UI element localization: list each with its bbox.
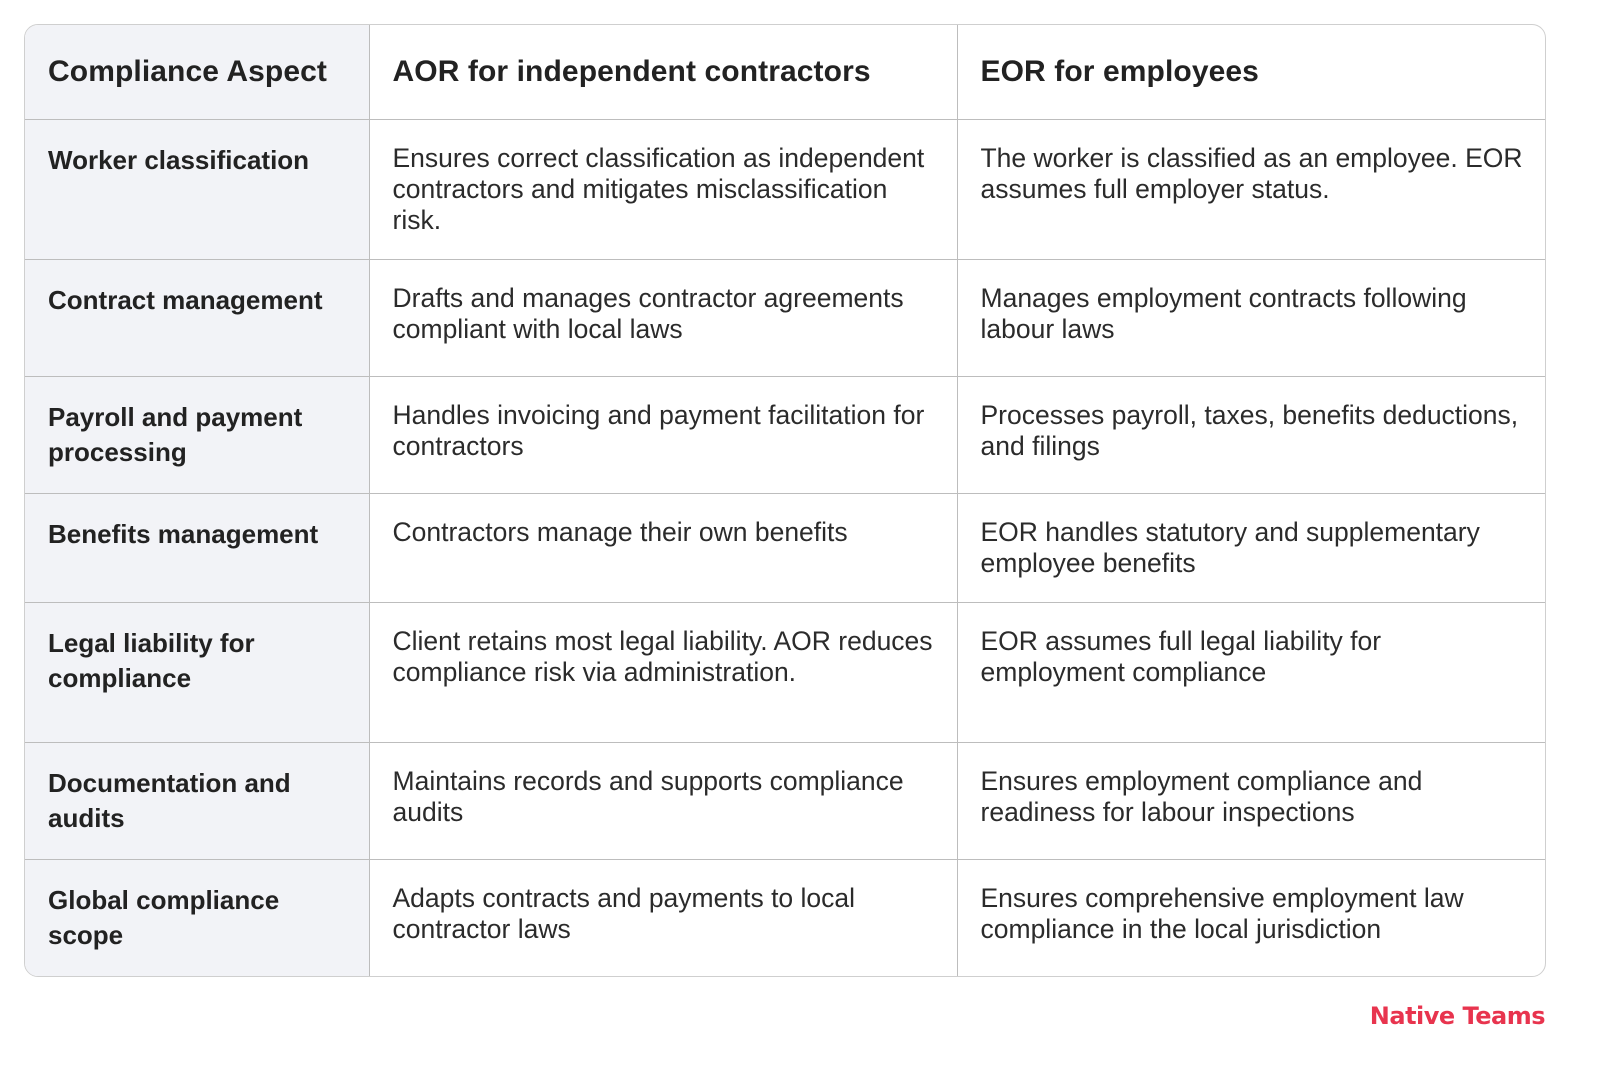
table-header-row <box>25 25 1545 119</box>
row-eor-cell: Ensures comprehensive employment law compliance in the local jurisdiction <box>980 882 1464 944</box>
table-row <box>25 376 1545 493</box>
row-aor-cell: Client retains most legal liability. AOR reduces compliance risk via administration. <box>369 602 957 742</box>
comparison-table <box>25 25 1545 976</box>
row-eor-cell: EOR assumes full legal liability for employment compliance <box>957 602 1545 742</box>
header-compliance-aspect: Compliance Aspect <box>25 25 369 119</box>
table-row <box>25 859 1545 976</box>
row-aor-cell: Drafts and manages contractor agreements compliant with local laws <box>369 259 957 376</box>
table-row <box>25 119 1545 259</box>
row-aspect: Worker classification <box>25 119 369 259</box>
table-row <box>25 259 1545 376</box>
row-aor-cell: Handles invoicing and payment facilitation for contractors <box>369 376 957 493</box>
row-aor-cell: Adapts contracts and payments to local contractor laws <box>369 859 957 976</box>
native-teams-logo: Native Teams <box>1369 1002 1545 1030</box>
comparison-table-container <box>24 24 1546 977</box>
row-aspect: Legal liability for compliance <box>25 602 369 742</box>
row-eor-cell: Manages employment contracts following labour laws <box>957 259 1545 376</box>
table-row <box>25 493 1545 602</box>
row-eor-cell: The worker is classified as an employee. EOR assumes full employer status. <box>957 119 1545 259</box>
header-aor: AOR for independent contractors <box>369 25 957 119</box>
row-aor-cell: Contractors manage their own benefits <box>369 493 957 602</box>
row-aor-cell: Ensures correct classification as independent contractors and mitigates misclassification risk. <box>369 119 957 259</box>
row-eor-cell: Processes payroll, taxes, benefits deductions, and filings <box>957 376 1545 493</box>
row-aspect: Global compliance scope <box>25 859 369 976</box>
row-aspect: Payroll and payment processing <box>25 376 369 493</box>
row-aor-cell: Maintains records and supports compliance audits <box>369 742 957 859</box>
table-row <box>25 742 1545 859</box>
row-aspect: Contract management <box>25 259 369 376</box>
row-eor-cell: EOR handles statutory and supplementary employee benefits <box>957 493 1545 602</box>
row-aspect: Documentation and audits <box>25 742 369 859</box>
table-row <box>25 602 1545 742</box>
row-aspect: Benefits management <box>25 493 369 602</box>
header-eor: EOR for employees <box>957 25 1545 119</box>
row-eor-cell: Ensures employment compliance and readiness for labour inspections <box>957 742 1545 859</box>
